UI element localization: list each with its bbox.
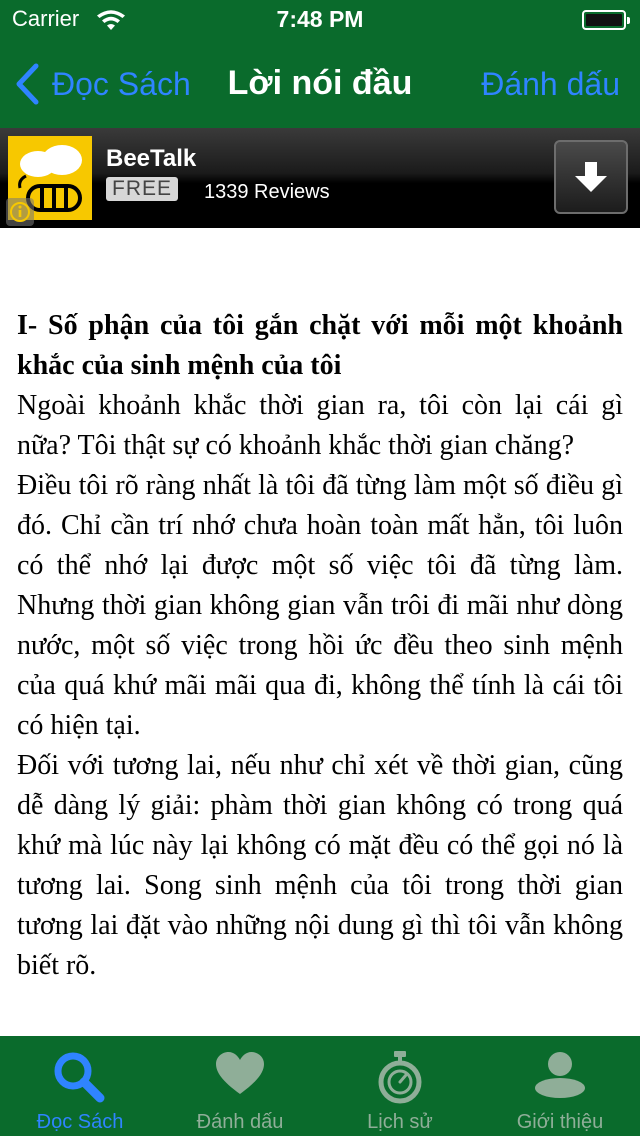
ad-banner[interactable] (0, 128, 640, 228)
tab-history[interactable] (320, 1036, 480, 1136)
back-button-label: Đọc Sách (52, 65, 191, 102)
article-paragraph: Đối với tương lai, nếu như chỉ xét về thời gian, cũng dễ dàng lý giải: phàm thời gian không có trong quá khứ mà lúc này lại không có mặt đều có thể gọi nó là tương lai. Song sinh mệnh của tôi trong thời gian tương lai đặt vào những nội dung gì thì tôi vẫn không biết rõ. (17, 750, 623, 981)
tab-bookmarks[interactable] (160, 1036, 320, 1136)
tab-label: Đọc Sách (36, 1111, 124, 1133)
heart-icon (214, 1050, 266, 1098)
article-heading: I- Số phận của tôi gắn chặt với mỗi một khoảnh khắc của sinh mệnh của tôi (17, 310, 623, 381)
ad-download-button[interactable] (554, 140, 628, 214)
tab-about[interactable] (480, 1036, 640, 1136)
article-paragraph: Ngoài khoảnh khắc thời gian ra, tôi còn lại cái gì nữa? Tôi thật sự có khoảnh khắc thời gian chăng? (17, 390, 623, 461)
chevron-left-icon (14, 63, 40, 105)
status-time: 7:48 PM (276, 6, 364, 32)
ad-app-name: BeeTalk (106, 145, 197, 172)
bookmark-button[interactable]: Đánh dấu (481, 66, 620, 102)
download-arrow-icon (574, 160, 608, 194)
stopwatch-icon (376, 1050, 424, 1104)
user-icon (533, 1050, 587, 1100)
navigation-bar (0, 40, 640, 128)
tab-label: Lịch sử (367, 1111, 433, 1133)
tab-read-books[interactable] (0, 1036, 160, 1136)
page-title: Lời nói đầu (227, 64, 413, 102)
ad-info-icon[interactable] (6, 198, 34, 226)
ad-reviews-count: 1339 Reviews (204, 181, 330, 203)
tab-label: Giới thiệu (516, 1111, 604, 1133)
ad-price-badge: FREE (106, 177, 178, 201)
top-bar (0, 0, 640, 128)
tab-label: Đánh dấu (196, 1111, 284, 1133)
status-bar (0, 0, 640, 40)
article-paragraph: Điều tôi rõ ràng nhất là tôi đã từng làm một số điều gì đó. Chỉ cần trí nhớ chưa hoàn toàn mất hẳn, tôi luôn có thể nhớ lại được một số việc tôi đã từng làm. Nhưng thời gian không gian vẫn trôi đi mãi như dòng nước, một số việc trong hồi ức đều theo sinh mệnh của quá khứ mãi mãi qua đi, không thể tính là cái tôi có hiện tại. (17, 470, 623, 741)
back-button[interactable] (14, 62, 191, 106)
search-icon (52, 1050, 108, 1104)
carrier-label: Carrier (12, 6, 80, 31)
battery-icon (582, 10, 626, 30)
article-content (17, 306, 623, 1036)
tab-bar (0, 1036, 640, 1136)
